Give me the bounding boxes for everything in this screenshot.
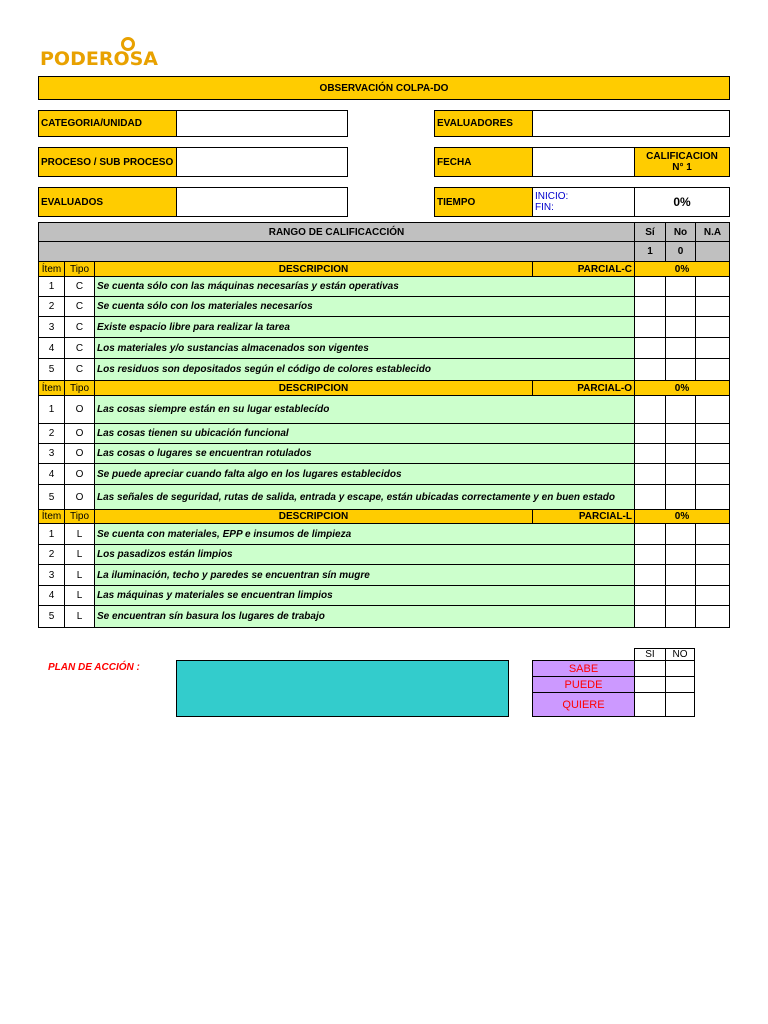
item-description: Las máquinas y materiales se encuentran limpios xyxy=(94,585,635,606)
no-checkbox[interactable] xyxy=(665,523,696,545)
evaluadores-field[interactable] xyxy=(532,110,730,137)
fecha-field[interactable] xyxy=(532,147,635,177)
proceso-label: PROCESO / SUB PROCESO xyxy=(38,147,177,177)
item-number: 4 xyxy=(38,337,65,359)
item-description: Se puede apreciar cuando falta algo en los lugares establecidos xyxy=(94,463,635,485)
rango-si-value: 1 xyxy=(634,241,666,262)
na-checkbox[interactable] xyxy=(695,484,730,510)
item-number: 1 xyxy=(38,395,65,424)
item-tipo: O xyxy=(64,463,95,485)
item-number: 5 xyxy=(38,358,65,381)
item-header: Ítem xyxy=(38,509,65,524)
calificacion-value: 0% xyxy=(634,187,730,217)
item-tipo: L xyxy=(64,544,95,565)
item-description: Los materiales y/o sustancias almacenados son vigentes xyxy=(94,337,635,359)
tiempo-label: TIEMPO xyxy=(434,187,533,217)
item-tipo: C xyxy=(64,316,95,338)
rango-label: RANGO DE CALIFICACCIÓN xyxy=(38,222,635,242)
no-checkbox[interactable] xyxy=(665,585,696,606)
item-number: 2 xyxy=(38,544,65,565)
no-checkbox[interactable] xyxy=(665,423,696,444)
puede-no-checkbox[interactable] xyxy=(665,676,695,693)
item-number: 5 xyxy=(38,484,65,510)
item-description: Se encuentran sín basura los lugares de trabajo xyxy=(94,605,635,628)
item-number: 2 xyxy=(38,423,65,444)
item-number: 3 xyxy=(38,316,65,338)
rango-na-header: N.A xyxy=(695,222,730,242)
no-checkbox[interactable] xyxy=(665,337,696,359)
rango-spacer xyxy=(38,241,635,262)
item-number: 2 xyxy=(38,296,65,317)
quiere-label: QUIERE xyxy=(532,692,635,717)
plan-accion-label: PLAN DE ACCIÓN : xyxy=(48,662,140,673)
calificacion-label: CALIFICACION N° 1 xyxy=(634,147,730,177)
tipo-header: Tipo xyxy=(64,380,95,396)
si-checkbox[interactable] xyxy=(634,316,666,338)
no-checkbox[interactable] xyxy=(665,276,696,297)
categoria-field[interactable] xyxy=(176,110,348,137)
item-tipo: O xyxy=(64,423,95,444)
item-number: 1 xyxy=(38,276,65,297)
na-checkbox[interactable] xyxy=(695,395,730,424)
descripcion-header: DESCRIPCION xyxy=(94,261,533,277)
tipo-header: Tipo xyxy=(64,261,95,277)
evaluados-label: EVALUADOS xyxy=(38,187,177,217)
plan-accion-field[interactable] xyxy=(176,660,509,717)
item-header: Ítem xyxy=(38,261,65,277)
item-tipo: O xyxy=(64,395,95,424)
item-tipo: L xyxy=(64,585,95,606)
parcial-l-value: 0% xyxy=(634,509,730,524)
evaluados-field[interactable] xyxy=(176,187,348,217)
item-description: La iluminación, techo y paredes se encuentran sín mugre xyxy=(94,564,635,586)
puede-label: PUEDE xyxy=(532,676,635,693)
item-description: Las cosas o lugares se encuentran rotulados xyxy=(94,443,635,464)
item-number: 1 xyxy=(38,523,65,545)
quiere-si-checkbox[interactable] xyxy=(634,692,666,717)
no-checkbox[interactable] xyxy=(665,544,696,565)
si-checkbox[interactable] xyxy=(634,605,666,628)
item-description: Se cuenta con materiales, EPP e insumos de limpieza xyxy=(94,523,635,545)
si-checkbox[interactable] xyxy=(634,395,666,424)
na-checkbox[interactable] xyxy=(695,523,730,545)
rango-no-header: No xyxy=(665,222,696,242)
no-checkbox[interactable] xyxy=(665,316,696,338)
fecha-label: FECHA xyxy=(434,147,533,177)
item-number: 4 xyxy=(38,585,65,606)
si-checkbox[interactable] xyxy=(634,358,666,381)
no-checkbox[interactable] xyxy=(665,395,696,424)
parcial-c-value: 0% xyxy=(634,261,730,277)
na-checkbox[interactable] xyxy=(695,463,730,485)
na-checkbox[interactable] xyxy=(695,276,730,297)
descripcion-header: DESCRIPCION xyxy=(94,509,533,524)
quiere-no-checkbox[interactable] xyxy=(665,692,695,717)
sabe-si-checkbox[interactable] xyxy=(634,660,666,677)
item-header: Ítem xyxy=(38,380,65,396)
si-checkbox[interactable] xyxy=(634,463,666,485)
item-description: Se cuenta sólo con las máquinas necesarías y están operativas xyxy=(94,276,635,297)
item-tipo: L xyxy=(64,564,95,586)
na-checkbox[interactable] xyxy=(695,296,730,317)
si-checkbox[interactable] xyxy=(634,337,666,359)
na-checkbox[interactable] xyxy=(695,585,730,606)
rango-si-header: Sí xyxy=(634,222,666,242)
na-checkbox[interactable] xyxy=(695,443,730,464)
item-tipo: C xyxy=(64,337,95,359)
si-checkbox[interactable] xyxy=(634,443,666,464)
no-checkbox[interactable] xyxy=(665,358,696,381)
item-description: Existe espacio libre para realizar la tarea xyxy=(94,316,635,338)
item-description: Se cuenta sólo con los materiales necesaríos xyxy=(94,296,635,317)
rango-na-value xyxy=(695,241,730,262)
item-tipo: L xyxy=(64,523,95,545)
no-checkbox[interactable] xyxy=(665,564,696,586)
na-checkbox[interactable] xyxy=(695,605,730,628)
item-number: 5 xyxy=(38,605,65,628)
item-description: Las cosas siempre están en su lugar establecído xyxy=(94,395,635,424)
si-checkbox[interactable] xyxy=(634,585,666,606)
inicio-label: INICIO: xyxy=(535,191,569,202)
item-number: 3 xyxy=(38,564,65,586)
company-logo: PODEROSA xyxy=(40,48,158,70)
parcial-l-label: PARCIAL-L xyxy=(532,509,635,524)
no-checkbox[interactable] xyxy=(665,605,696,628)
item-tipo: O xyxy=(64,443,95,464)
plan-no-header: NO xyxy=(665,648,695,661)
no-checkbox[interactable] xyxy=(665,443,696,464)
si-checkbox[interactable] xyxy=(634,296,666,317)
evaluadores-label: EVALUADORES xyxy=(434,110,533,137)
item-description: Los pasadizos están limpios xyxy=(94,544,635,565)
puede-si-checkbox[interactable] xyxy=(634,676,666,693)
si-checkbox[interactable] xyxy=(634,523,666,545)
si-checkbox[interactable] xyxy=(634,564,666,586)
item-tipo: C xyxy=(64,296,95,317)
fin-label: FIN: xyxy=(535,202,554,213)
na-checkbox[interactable] xyxy=(695,544,730,565)
tipo-header: Tipo xyxy=(64,509,95,524)
parcial-o-label: PARCIAL-O xyxy=(532,380,635,396)
si-checkbox[interactable] xyxy=(634,544,666,565)
sabe-label: SABE xyxy=(532,660,635,677)
si-checkbox[interactable] xyxy=(634,423,666,444)
no-checkbox[interactable] xyxy=(665,463,696,485)
item-tipo: C xyxy=(64,358,95,381)
item-tipo: L xyxy=(64,605,95,628)
item-tipo: O xyxy=(64,484,95,510)
na-checkbox[interactable] xyxy=(695,316,730,338)
item-description: Las cosas tienen su ubicación funcional xyxy=(94,423,635,444)
item-number: 4 xyxy=(38,463,65,485)
na-checkbox[interactable] xyxy=(695,337,730,359)
rango-no-value: 0 xyxy=(665,241,696,262)
si-checkbox[interactable] xyxy=(634,484,666,510)
categoria-label: CATEGORIA/UNIDAD xyxy=(38,110,177,137)
form-title: OBSERVACIÓN COLPA-DO xyxy=(38,76,730,100)
item-description: Los residuos son depositados según el código de colores establecido xyxy=(94,358,635,381)
plan-si-header: SI xyxy=(634,648,666,661)
descripcion-header: DESCRIPCION xyxy=(94,380,533,396)
tiempo-field[interactable] xyxy=(532,187,635,217)
item-description: Las señales de seguridad, rutas de salida, entrada y escape, están ubicadas correctamente y en buen estado xyxy=(94,484,635,510)
no-checkbox[interactable] xyxy=(665,296,696,317)
parcial-o-value: 0% xyxy=(634,380,730,396)
na-checkbox[interactable] xyxy=(695,423,730,444)
proceso-field[interactable] xyxy=(176,147,348,177)
parcial-c-label: PARCIAL-C xyxy=(532,261,635,277)
item-number: 3 xyxy=(38,443,65,464)
na-checkbox[interactable] xyxy=(695,358,730,381)
no-checkbox[interactable] xyxy=(665,484,696,510)
si-checkbox[interactable] xyxy=(634,276,666,297)
sabe-no-checkbox[interactable] xyxy=(665,660,695,677)
na-checkbox[interactable] xyxy=(695,564,730,586)
item-tipo: C xyxy=(64,276,95,297)
